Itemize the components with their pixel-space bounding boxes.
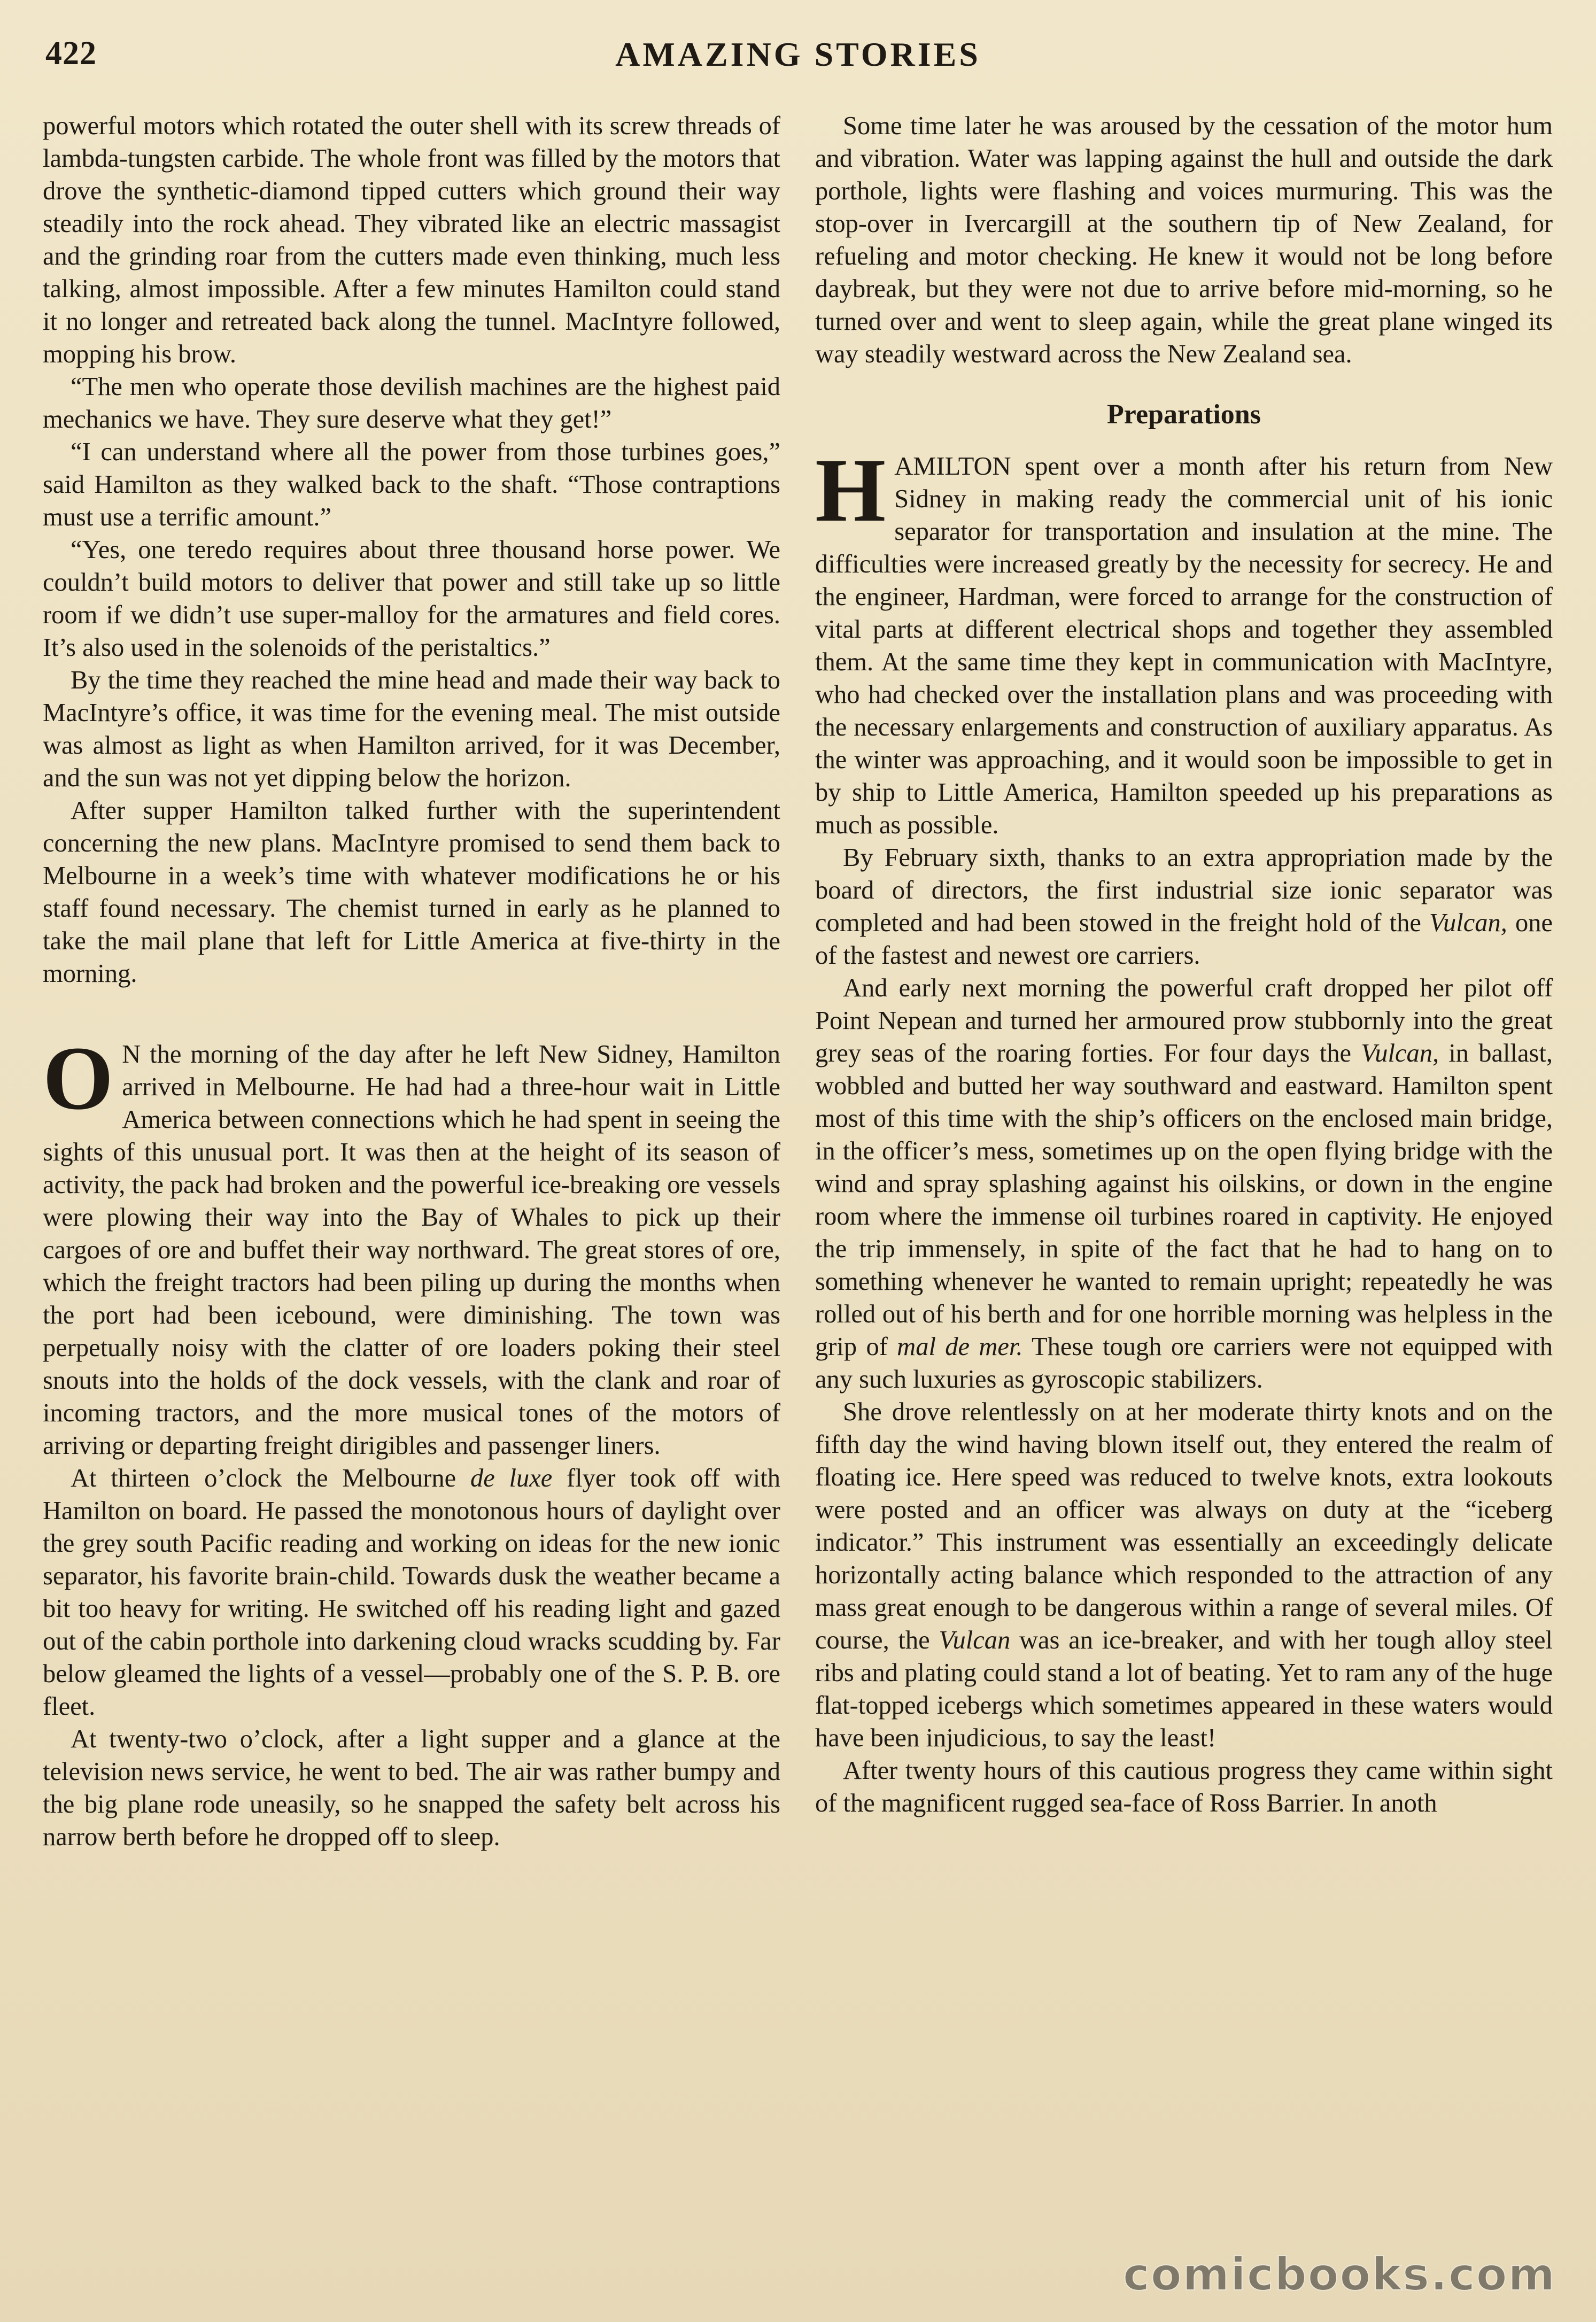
drop-cap: H bbox=[815, 440, 886, 540]
running-title: AMAZING STORIES bbox=[615, 35, 981, 73]
paragraph bbox=[815, 972, 1553, 1396]
italic-text: de luxe bbox=[470, 1464, 553, 1492]
paragraph: After supper Hamilton talked further with the superintendent concerning the new plans. MacIntyre promised to send them back to Melbourne in a week’s time with whatever modifications he or his staff found necessary. The chemist turned in early as he planned to take the mail plane that left for Little America at five-thirty in the morning. bbox=[43, 796, 780, 988]
text-run: one of the fastest and newest ore carriers. bbox=[815, 909, 1553, 970]
paragraph-text: N the morning of the day after he left New Sidney, Hamilton arrived in Melbourne. He had had a three-hour wait in Little America between connections which he had spent in seeing the sights of this unusual port. It was then at the height of its season of activity, the pack had broken and the powerful ice-breaking ore vessels were plowing their way into the Bay of Whales to pick up their cargoes of ore and buffet their way northward. The great stores of ore, which the freight tractors had been piling up during the months when the port had been icebound, were diminishing. The town was perpetually noisy with the clatter of ore loaders poking their steel snouts into the holds of the dock vessels, with the clank and roar of incoming tractors, and the more musical tones of the motors of arriving or departing freight dirigibles and passenger liners. bbox=[43, 1040, 780, 1460]
page-header bbox=[45, 29, 1551, 83]
right-column bbox=[815, 110, 1553, 1820]
text-run: And early next morning the powerful craft dropped her pilot off Point Nepean and turned her armoured prow stubbornly into the great grey seas of the roaring forties. For four days the bbox=[815, 974, 1553, 1067]
watermark: comicbooks.com bbox=[1123, 2248, 1556, 2301]
paragraph-dropcap bbox=[815, 440, 1553, 841]
paragraph: After twenty hours of this cautious progress they came within sight of the magnificent rugged sea-face of Ross Barrier. In anoth bbox=[815, 1756, 1553, 1817]
text-run: She drove relentlessly on at her moderate thirty knots and on the fifth day the wind having blown itself out, they entered the realm of floating ice. Here speed was reduced to twelve knots, extra lookouts were posted and an officer was always on duty at the “iceberg indicator.” This instrument was essentially an exceedingly delicate horizontally acting balance which responded to the attraction of any mass great enough to be dangerous within a range of several miles. Of course, the bbox=[815, 1398, 1553, 1654]
paragraph: “I can understand where all the power from those turbines goes,” said Hamilton as they walked back to the shaft. “Those contraptions must use a terrific amount.” bbox=[43, 438, 780, 531]
text-run: flyer took off with Hamilton on board. He passed the monotonous hours of daylight over the grey south Pacific reading and working on ideas for the new ionic separator, his favorite brain-child. Towards dusk the weather became a bit too heavy for writing. He switched off his reading light and gazed out of the cabin porthole into darkening cloud wracks scudding by. Far below gleamed the lights of a vessel—probably one of the S. P. B. ore fleet. bbox=[43, 1464, 780, 1721]
text-run: By February sixth, thanks to an extra appropriation made by the board of directors, the first industrial size ionic separator was completed and had been stowed in the freight hold of the bbox=[815, 843, 1553, 937]
paragraph: By the time they reached the mine head and made their way back to MacIntyre’s office, it was time for the evening meal. The mist outside was almost as light as when Hamilton arrived, for it was December, and the sun was not yet dipping below the horizon. bbox=[43, 666, 780, 792]
left-column bbox=[43, 110, 780, 1853]
paragraph bbox=[815, 841, 1553, 972]
paragraph-text: AMILTON spent over a month after his return from New Sidney in making ready the commercial unit of his ionic separator for transportation and insulation at the mine. The difficulties were increased greatly by the necessity for secrecy. He and the engineer, Hardman, were forced to arrange for the construction of vital parts at different electrical shops and together they assembled them. At the same time they kept in communication with MacIntyre, who had checked over the installation plans and was proceeding with the necessary enlargements and construction of auxiliary apparatus. As the winter was approaching, and it would soon be impossible to get in by ship to Little America, Hamilton speeded up his preparations as much as possible. bbox=[815, 452, 1553, 839]
text-run: was an ice-breaker, and with her tough alloy steel ribs and plating could stand a lot of beating. Yet to ram any of the huge flat-topped icebergs which sometimes appeared in these waters would have been injudicious, to say the least! bbox=[815, 1626, 1553, 1752]
drop-cap: O bbox=[43, 1028, 114, 1128]
text-run: At thirteen o’clock the Melbourne bbox=[71, 1464, 470, 1492]
italic-text: Vulcan, bbox=[1429, 909, 1507, 937]
page-number: 422 bbox=[45, 35, 97, 72]
paragraph: powerful motors which rotated the outer shell with its screw threads of lambda-tungsten carbide. The whole front was filled by the motors that drove the synthetic-diamond tipped cutters which ground their way steadily into the rock ahead. They vibrated like an electric massagist and the grinding roar from the cutters made even thinking, much less talking, almost impossible. After a few minutes Hamilton could stand it no longer and retreated back along the tunnel. MacIntyre followed, mopping his brow. bbox=[43, 112, 780, 368]
paragraph: “Yes, one teredo requires about three thousand horse power. We couldn’t build motors to deliver that power and still take up so little room if we didn’t use super-malloy for the armatures and field cores. It’s also used in the solenoids of the peristaltics.” bbox=[43, 536, 780, 662]
section-break bbox=[43, 990, 780, 1038]
italic-text: Vulcan, bbox=[1361, 1039, 1439, 1067]
text-run: These tough ore carriers were not equipped with any such luxuries as gyroscopic stabilizers. bbox=[815, 1333, 1553, 1394]
italic-text: Vulcan bbox=[939, 1626, 1011, 1654]
paragraph bbox=[815, 1396, 1553, 1754]
paragraph: Some time later he was aroused by the cessation of the motor hum and vibration. Water was lapping against the hull and outside the dark porthole, lights were flashing and voices murmuring. This was the stop-over in Ivercargill at the southern tip of New Zealand, for refueling and motor checking. He knew it would not be long before daybreak, but they were not due to arrive before mid-morning, so he turned over and went to sleep again, while the great plane winged its way steadily westward across the New Zealand sea. bbox=[815, 112, 1553, 368]
paragraph bbox=[43, 1462, 780, 1723]
italic-text: mal de mer. bbox=[897, 1333, 1023, 1361]
paragraph-dropcap bbox=[43, 1028, 780, 1462]
paragraph: “The men who operate those devilish machines are the highest paid mechanics we have. They sure deserve what they get!” bbox=[43, 373, 780, 434]
section-heading: Preparations bbox=[1107, 399, 1261, 430]
text-run: in ballast, wobbled and butted her way southward and eastward. Hamilton spent most of this time with the ship’s officers on the enclosed main bridge, in the officer’s mess, sometimes up on the open flying bridge with the wind and spray splashing against his oilskins, or down in the engine room where the immense oil turbines roared in captivity. He enjoyed the trip immensely, in spite of the fact that he had to hang on to something whenever he wanted to remain upright; repeatedly he was rolled out of his berth and for one horrible morning was helpless in the grip of bbox=[815, 1039, 1553, 1361]
paragraph: At twenty-two o’clock, after a light supper and a glance at the television news service, he went to bed. The air was rather bumpy and the big plane rode uneasily, so he snapped the safety belt across his narrow berth before he dropped off to sleep. bbox=[43, 1725, 780, 1851]
